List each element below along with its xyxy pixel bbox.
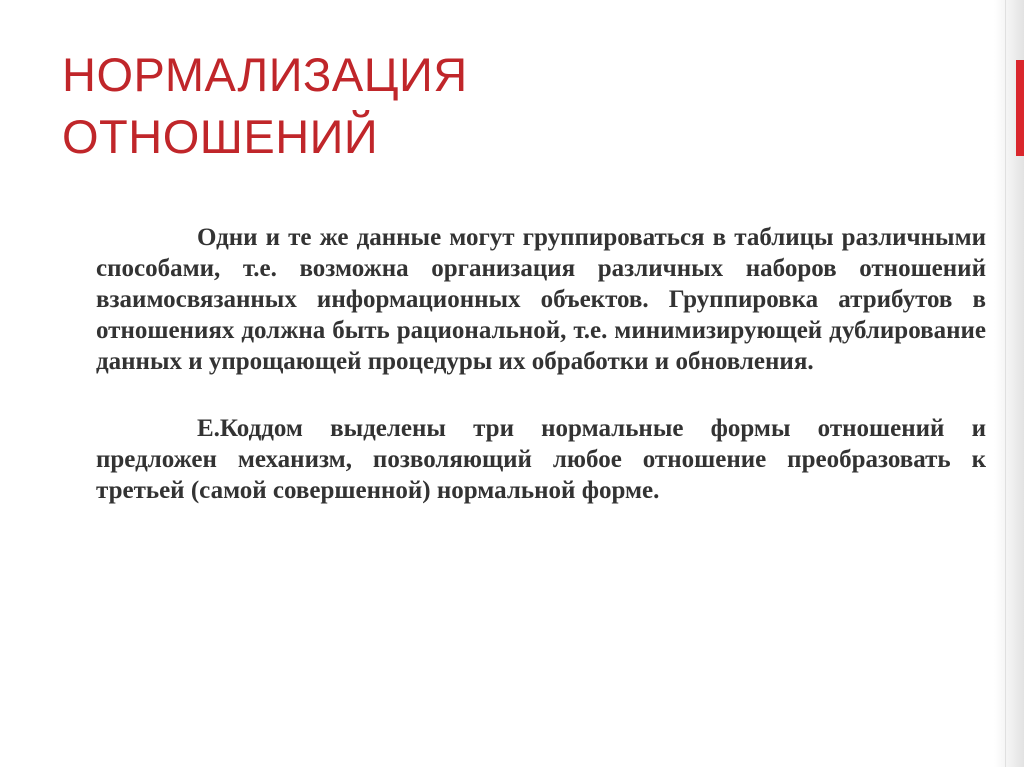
body-paragraph-2: Е.Коддом выделены три нормальные формы отношений и предложен механизм, позволяющий любое отношение преобразовать к третьей (самой совершенной) нормальной форме. [96,415,986,504]
slide-title-line-1: НОРМАЛИЗАЦИЯ [62,48,468,101]
slide-title-line-2: ОТНОШЕНИЙ [62,110,379,163]
right-edge-line [1005,0,1006,767]
slide-title [62,44,468,168]
body-paragraph-1: Одни и те же данные могут группироваться в таблицы различными способами, т.е. возможна организация различных наборов отношений взаимосвязанных информационных объектов. Группировка атрибутов в отношениях должна быть рациональной, т.е. минимизирующей дублирование данных и упрощающей процедуры их обработки и обновления. [96,224,986,375]
red-accent-bar [1016,60,1024,156]
slide-body [96,222,986,542]
